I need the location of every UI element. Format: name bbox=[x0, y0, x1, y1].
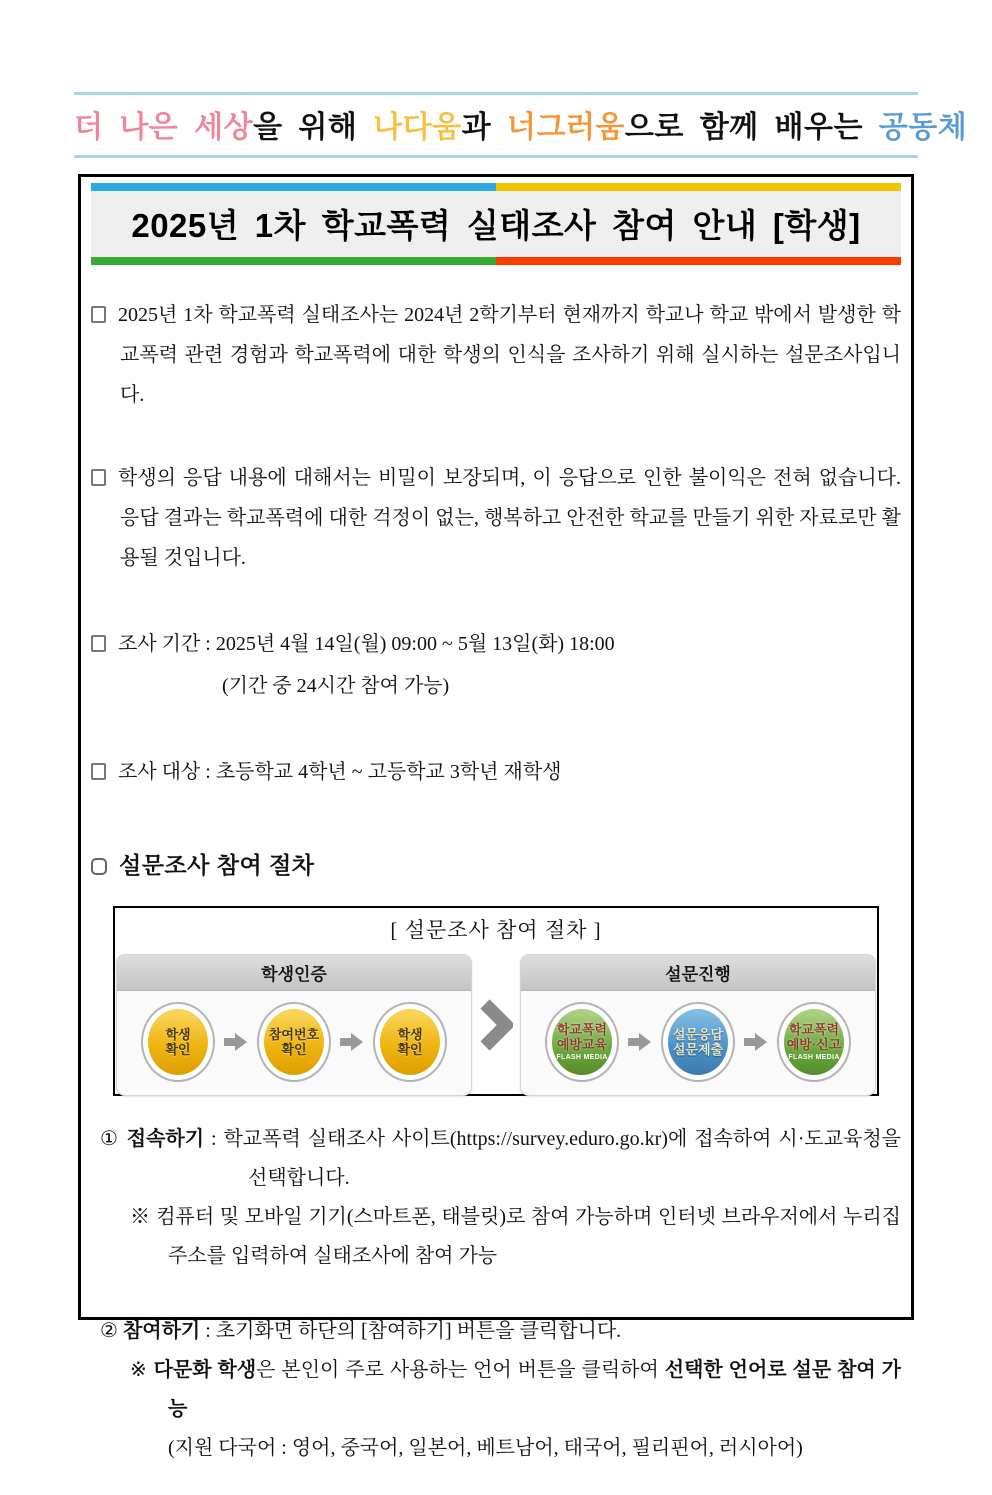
title-banner bbox=[91, 183, 901, 265]
survey-progress-panel bbox=[520, 954, 876, 1096]
title-bottom-bar-green bbox=[91, 257, 496, 265]
title-bottom-bar bbox=[91, 257, 901, 265]
paragraph-survey-target bbox=[91, 752, 901, 792]
paragraph-survey-period bbox=[91, 624, 901, 664]
step-label-line1: 설문응답 bbox=[672, 1026, 724, 1042]
instruction-access-label: 접속하기 bbox=[126, 1128, 205, 1150]
paragraph-intro bbox=[91, 295, 901, 415]
diagram-row bbox=[115, 954, 877, 1096]
slogan-seg-1: 더 나은 세상 bbox=[74, 111, 254, 144]
step-circle bbox=[777, 1002, 851, 1082]
student-auth-panel-body bbox=[117, 991, 471, 1095]
instruction-access-main bbox=[100, 1120, 901, 1198]
square-bullet-icon bbox=[91, 306, 106, 323]
right-arrow-icon bbox=[628, 1033, 652, 1051]
step-label-line2: 예방·신고 bbox=[786, 1036, 842, 1052]
diagram-caption: [ 설문조사 참여 절차 ] bbox=[390, 918, 602, 942]
step-circle bbox=[257, 1002, 331, 1082]
step-label-line1: 참여번호 bbox=[268, 1026, 320, 1042]
instruction-participate-main bbox=[100, 1312, 901, 1351]
title-top-bar bbox=[91, 183, 901, 191]
prevention-education-step-icon bbox=[552, 1009, 612, 1075]
step-label-line2: 확인 bbox=[397, 1042, 423, 1057]
instruction-access-note-text: 컴퓨터 및 모바일 기기(스마트폰, 태블릿)로 참여 가능하며 인터넷 브라우저에서 누리집 주소를 입력하여 실태조사에 참여 가능 bbox=[156, 1206, 901, 1267]
square-bullet-icon bbox=[91, 469, 106, 486]
student-auth-panel-header: 학생인증 bbox=[117, 955, 471, 991]
slogan-seg-4: 과 bbox=[461, 111, 507, 144]
step-label-line2: 확인 bbox=[281, 1042, 307, 1057]
survey-answer-submit-step-icon bbox=[668, 1009, 728, 1075]
right-arrow-icon bbox=[744, 1033, 768, 1051]
step-circle bbox=[373, 1002, 447, 1082]
title-top-bar-yellow bbox=[496, 183, 901, 191]
step-circle bbox=[141, 1002, 215, 1082]
slogan-seg-5: 너그러움 bbox=[506, 111, 625, 144]
student-check-step-icon bbox=[148, 1009, 208, 1075]
survey-period-text: 조사 기간 : 2025년 4월 14일(월) 09:00 ~ 5월 13일(화) 18:00 bbox=[118, 633, 615, 655]
survey-progress-panel-header: 설문진행 bbox=[521, 955, 875, 991]
step-label-line1: 학교폭력 bbox=[788, 1021, 840, 1037]
slogan-banner bbox=[74, 92, 968, 158]
page-title: 2025년 1차 학교폭력 실태조사 참여 안내 [학생] bbox=[91, 191, 901, 257]
big-chevron-right-icon bbox=[479, 999, 513, 1051]
survey-period-subnote: (기간 중 24시간 참여 가능) bbox=[222, 675, 450, 697]
instruction-participate-text: : 초기화면 하단의 [참여하기] 버튼을 클릭합니다. bbox=[200, 1320, 622, 1342]
slogan-bottom-rule bbox=[74, 155, 918, 158]
instruction-participate bbox=[100, 1312, 901, 1468]
student-check-step-icon bbox=[380, 1009, 440, 1075]
right-arrow-icon bbox=[224, 1033, 248, 1051]
slogan-text bbox=[74, 95, 968, 155]
step-label-line1: 학생 bbox=[165, 1026, 191, 1042]
slogan-seg-7: 공동체 bbox=[878, 111, 968, 144]
instruction-access-text: : 학교폭력 실태조사 사이트(https://survey.eduro.go.kr)에 접속하여 시·도교육청을 선택합니다. bbox=[204, 1128, 901, 1189]
instruction-access-note bbox=[130, 1198, 901, 1276]
instruction-participate-note bbox=[130, 1351, 901, 1429]
survey-target-text: 조사 대상 : 초등학교 4학년 ~ 고등학교 3학년 재학생 bbox=[118, 761, 562, 783]
step-label-line2: 예방교육 bbox=[556, 1036, 608, 1052]
procedure-heading bbox=[91, 842, 901, 888]
notice-content-box bbox=[78, 174, 914, 1459]
title-top-bar-blue bbox=[91, 183, 496, 191]
student-auth-panel bbox=[116, 954, 472, 1096]
note-bold-segment: 선택한 언어로 설문 참여 가능 bbox=[168, 1359, 901, 1420]
note-bold-segment: 다문화 학생 bbox=[153, 1359, 257, 1381]
paragraph-privacy bbox=[91, 458, 901, 578]
step-circle bbox=[545, 1002, 619, 1082]
procedure-heading-text: 설문조사 참여 절차 bbox=[119, 852, 315, 878]
paragraph-intro-text: 2025년 1차 학교폭력 실태조사는 2024년 2학기부터 현재까지 학교나 학교 밖에서 발생한 학교폭력 관련 경험과 학교폭력에 대한 학생의 인식을 조사하기 위해 실시하는 설문조사입니다. bbox=[118, 304, 901, 406]
slogan-seg-2: 을 위해 bbox=[253, 111, 374, 144]
instruction-access bbox=[100, 1120, 901, 1276]
square-bullet-icon bbox=[91, 635, 106, 652]
rounded-square-bullet-icon bbox=[91, 858, 107, 875]
slogan-seg-6: 으로 함께 배우는 bbox=[624, 111, 879, 144]
slogan-seg-3: 나다움 bbox=[373, 111, 462, 144]
supported-languages: (지원 다국어 : 영어, 중국어, 일본어, 베트남어, 태국어, 필리핀어, 러시아어) bbox=[168, 1437, 803, 1459]
flash-media-label: FLASH MEDIA bbox=[556, 1054, 608, 1062]
reference-mark: ※ bbox=[130, 1359, 154, 1381]
paragraph-privacy-text: 학생의 응답 내용에 대해서는 비밀이 보장되며, 이 응답으로 인한 불이익은 전혀 없습니다. 응답 결과는 학교폭력에 대한 걱정이 없는, 행복하고 안전한 학교를 만들기 위한 자료로만 활용될 것입니다. bbox=[118, 467, 901, 569]
title-bottom-bar-red bbox=[496, 257, 901, 265]
note-regular-segment: 은 본인이 주로 사용하는 언어 버튼을 클릭하여 bbox=[256, 1359, 665, 1381]
participation-number-step-icon bbox=[264, 1009, 324, 1075]
instruction-number: ① bbox=[100, 1128, 120, 1150]
right-arrow-icon bbox=[340, 1033, 364, 1051]
procedure-diagram bbox=[113, 906, 879, 1096]
flash-media-label: FLASH MEDIA bbox=[788, 1054, 840, 1062]
step-label-line2: 설문제출 bbox=[672, 1042, 724, 1057]
step-label-line1: 학교폭력 bbox=[556, 1021, 608, 1037]
square-bullet-icon bbox=[91, 763, 106, 780]
prevention-report-step-icon bbox=[784, 1009, 844, 1075]
step-label-line2: 확인 bbox=[165, 1042, 191, 1057]
instruction-number: ② bbox=[100, 1320, 118, 1342]
step-circle bbox=[661, 1002, 735, 1082]
reference-mark: ※ bbox=[130, 1206, 157, 1228]
instruction-participate-label: 참여하기 bbox=[122, 1320, 201, 1342]
step-label-line1: 학생 bbox=[397, 1026, 423, 1042]
survey-progress-panel-body bbox=[521, 991, 875, 1095]
